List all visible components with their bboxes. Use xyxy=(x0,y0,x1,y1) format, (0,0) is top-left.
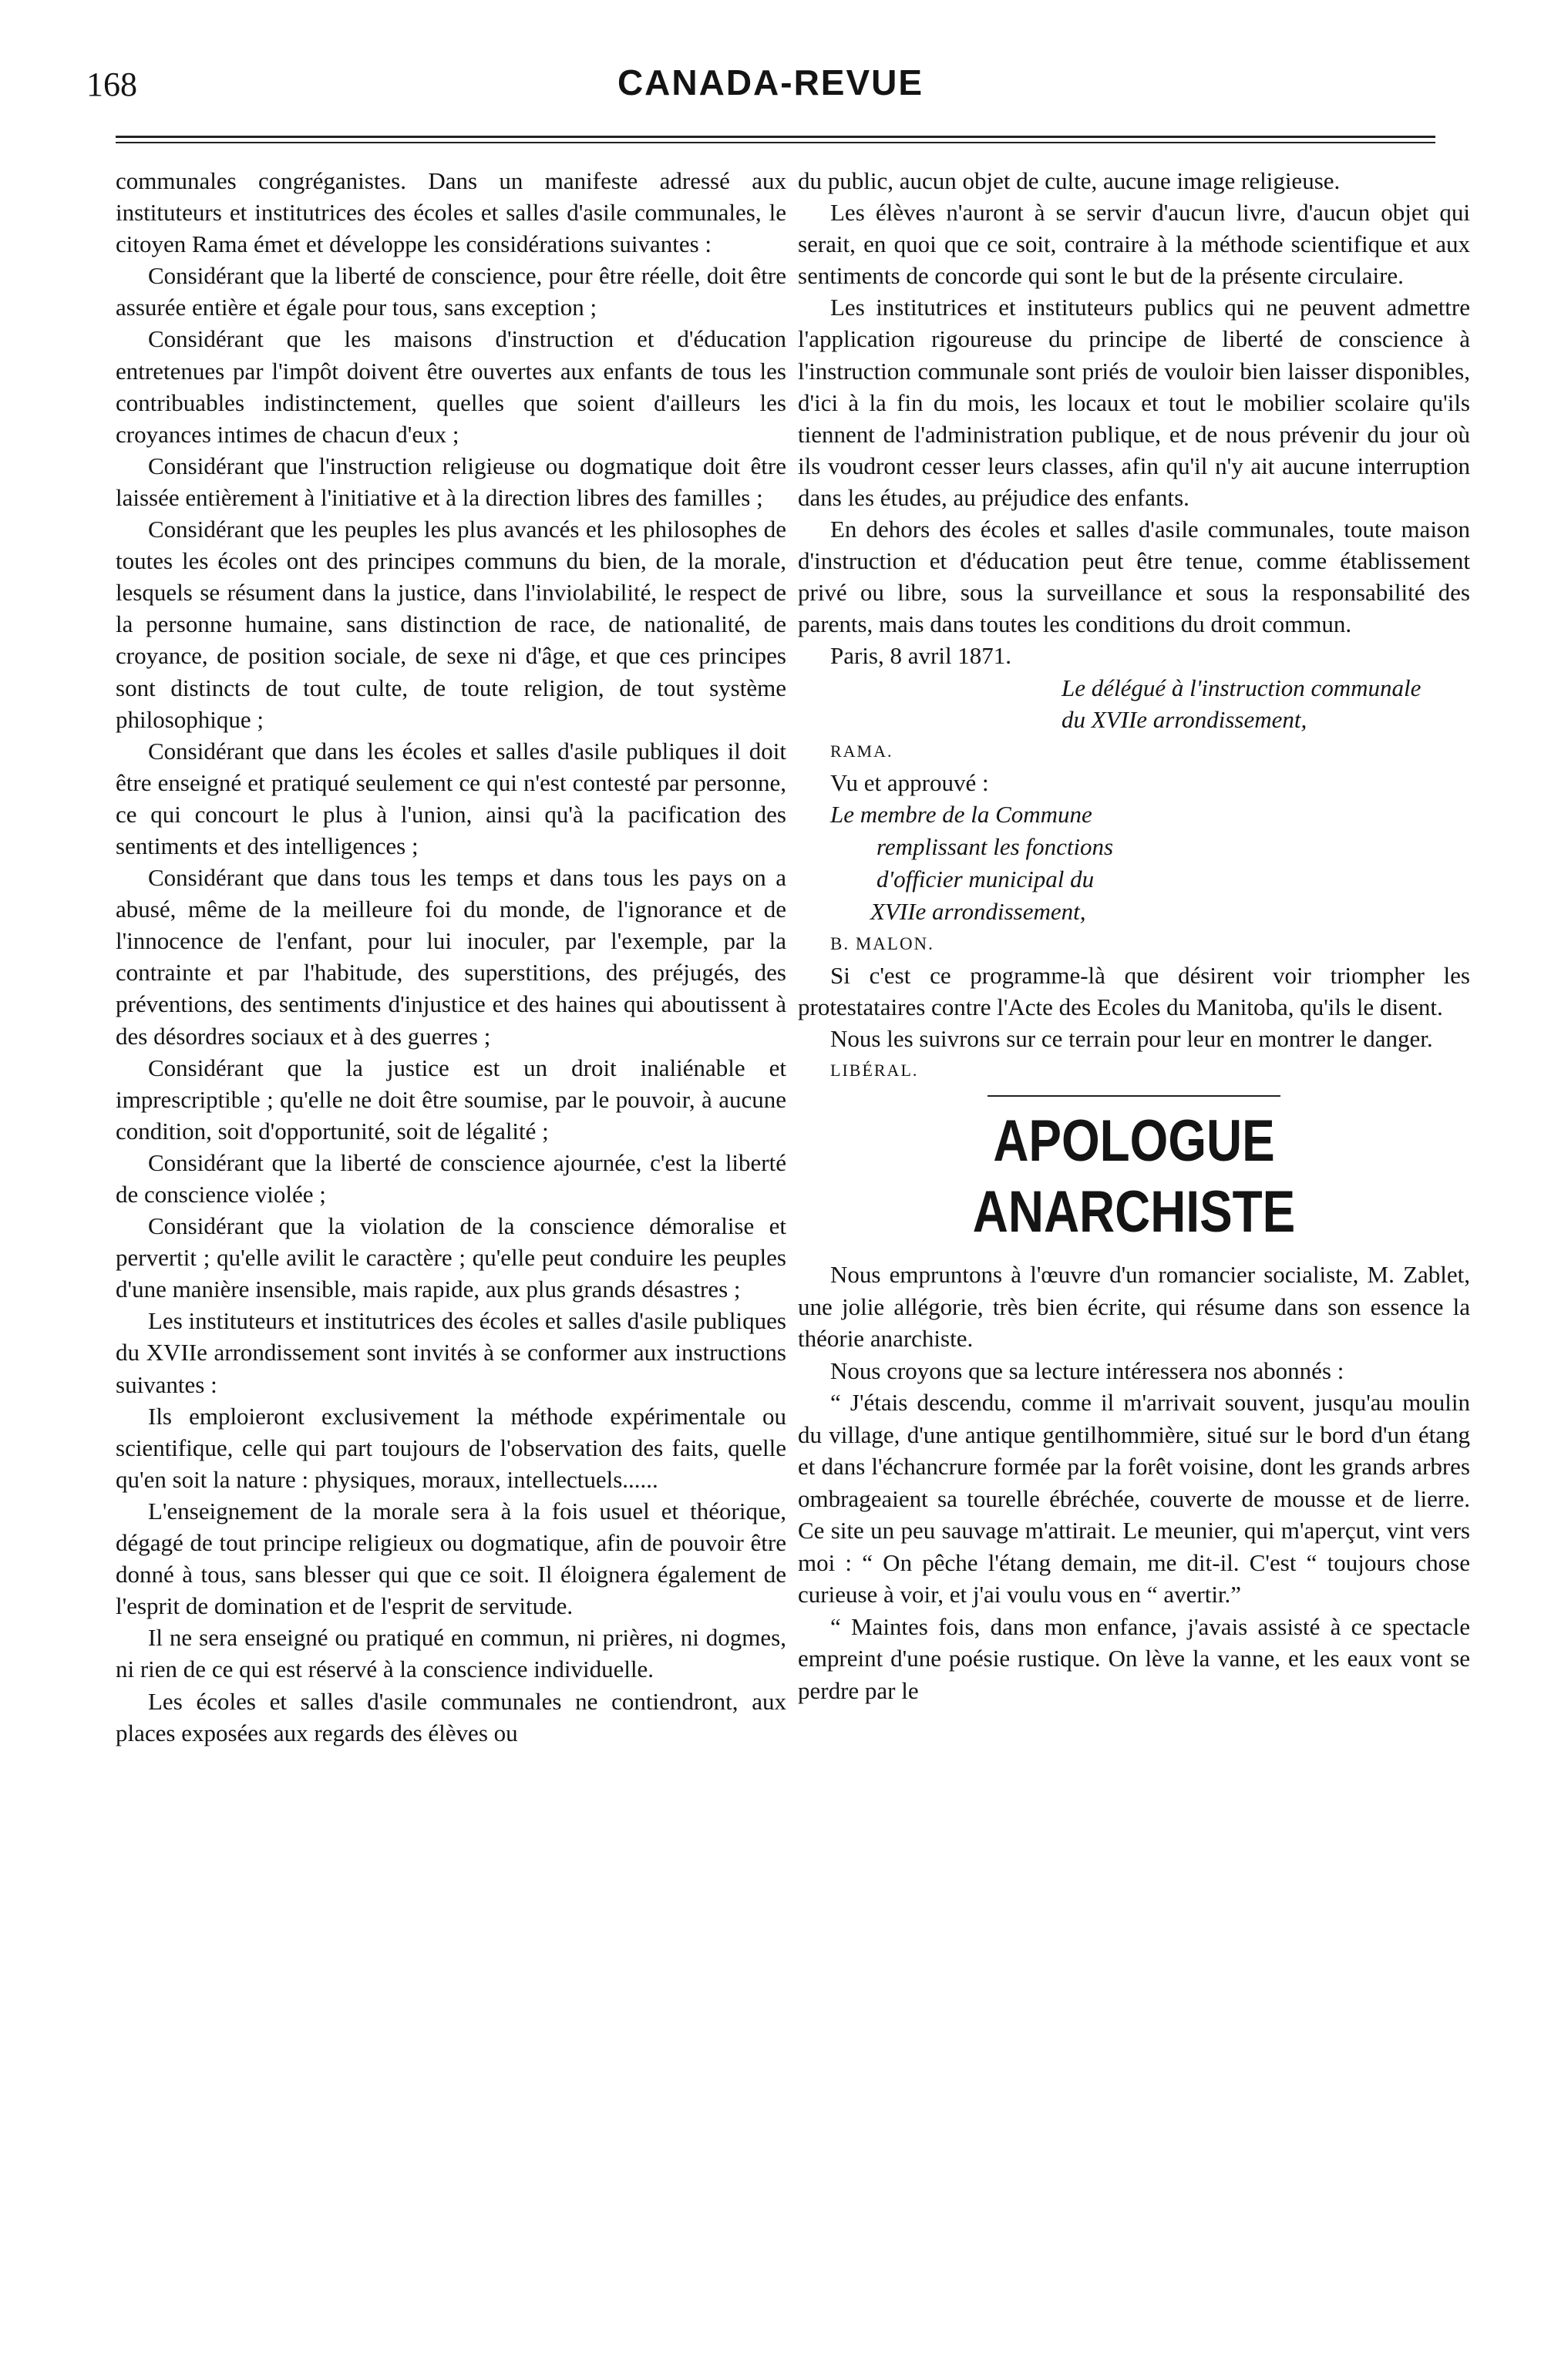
author-signature: LIBÉRAL. xyxy=(830,1061,919,1081)
paragraph: Ils emploieront exclusivement la méthode expérimentale ou scientifique, celle qui part toujours de l'observation des faits, quelle qu'en soit la nature : physiques, moraux, intellectuels...... xyxy=(116,1402,786,1493)
header-rule-thin xyxy=(116,142,1435,143)
approval-block xyxy=(798,798,1470,928)
right-column xyxy=(798,165,1470,1706)
page-number: 168 xyxy=(86,66,137,103)
article-title: APOLOGUE ANARCHISTE xyxy=(972,1108,1296,1245)
signature-name: RAMA. xyxy=(830,741,893,761)
paragraph: Si c'est ce programme-là que désirent voir triompher les protestataires contre l'Acte des Ecoles du Manitoba, qu'ils le disent. xyxy=(798,961,1470,1020)
paragraph: Considérant que dans les écoles et salles d'asile publiques il doit être enseigné et pratiqué seulement ce qui n'est contesté par personne, ce qui concourt le plus à l'union, ainsi qu'à la pacification des sentiments et des intelligences ; xyxy=(116,737,786,859)
approval-line-2: remplissant les fonctions xyxy=(876,832,1114,860)
paragraph: Considérant que la violation de la conscience démoralise et pervertit ; qu'elle avilit le caractère ; qu'elle peut conduire les peuples d'une manière insensible, mais rapide, aux plus grands désastres ; xyxy=(116,1212,786,1303)
paragraph: communales congréganistes. Dans un manifeste adressé aux instituteurs et institutrices des écoles et salles d'asile communales, le citoyen Rama émet et développe les considérations suivantes : xyxy=(116,167,786,258)
section-divider xyxy=(988,1095,1280,1097)
paragraph-continuation: du public, aucun objet de culte, aucune image religieuse. xyxy=(798,167,1341,194)
signature-title-line-1: Le délégué à l'instruction communale xyxy=(1062,674,1422,701)
paragraph: Nous croyons que sa lecture intéressera nos abonnés : xyxy=(830,1356,1344,1384)
paragraph: Il ne sera enseigné ou pratiqué en commun, ni prières, ni dogmes, ni rien de ce qui est réservé à la conscience individuelle. xyxy=(116,1624,786,1683)
paragraph: Considérant que la justice est un droit inaliénable et imprescriptible ; qu'elle ne doit être soumise, par le pouvoir, à aucune condition, soit d'opportunité, soit de légalité ; xyxy=(116,1054,786,1145)
paragraph: En dehors des écoles et salles d'asile communales, toute maison d'instruction et d'éducation peut être tenue, comme établissement privé ou libre, sous la surveillance et sous la responsabilité des parents, mais dans toutes les conditions du droit commun. xyxy=(798,516,1470,638)
paragraph: “ J'étais descendu, comme il m'arrivait souvent, jusqu'au moulin du village, d'une antique gentilhommière, situé sur le bord d'un étang et dans l'échancrure formée par la forêt voisine, dont les grands arbres ombrageaient sa tourelle ébréchée, couverte de mousse et de lierre. Ce site un peu sauvage m'attirait. Le meunier, qui m'aperçut, vint vers moi : “ On pêche l'étang demain, me dit-il. C'est “ toujours chose curieuse à voir, et j'ai voulu vous en “ avertir.” xyxy=(798,1389,1470,1609)
paragraph: Les institutrices et instituteurs publics qui ne peuvent admettre l'application rigoureuse du principe de liberté de conscience à l'instruction communale sont priés de vouloir bien laisser disponibles, d'ici à la fin du mois, les locaux et tout le mobilier scolaire qu'ils tiennent de l'administration publique, et de nous prévenir du jour où ils voudront cesser leurs classes, afin qu'il n'y ait aucune interruption dans les études, au préjudice des enfants. xyxy=(798,294,1470,511)
approval-line-3: d'officier municipal du xyxy=(876,865,1095,892)
paragraph: Considérant que l'instruction religieuse ou dogmatique doit être laissée entièrement à l'initiative et à la direction libres des familles ; xyxy=(116,452,786,511)
approver-name: B. MALON. xyxy=(830,933,934,953)
approved-label: Vu et approuvé : xyxy=(830,768,989,796)
paragraph: Nous empruntons à l'œuvre d'un romancier socialiste, M. Zablet, une jolie allégorie, très bien écrite, qui résume dans son essence la théorie anarchiste. xyxy=(798,1261,1470,1353)
signature-title-line-2: du XVIIe arrondissement, xyxy=(1062,705,1307,733)
paragraph: Considérant que la liberté de conscience ajournée, c'est la liberté de conscience violée ; xyxy=(116,1148,786,1208)
header-rule xyxy=(116,136,1435,138)
left-column xyxy=(116,165,786,1749)
paragraph: Nous les suivrons sur ce terrain pour leur en montrer le danger. xyxy=(830,1024,1433,1052)
paragraph: “ Maintes fois, dans mon enfance, j'avais assisté à ce spectacle empreint d'une poésie rustique. On lève la vanne, et les eaux vont se perdre par le xyxy=(798,1612,1470,1704)
paragraph: Les élèves n'auront à se servir d'aucun livre, d'aucun objet qui serait, en quoi que ce soit, contraire à la méthode scientifique et aux sentiments de concorde qui sont le but de la présente circulaire. xyxy=(798,199,1470,290)
approval-line-4: XVIIe arrondissement, xyxy=(870,897,1086,925)
paragraph: Les écoles et salles d'asile communales ne contiendront, aux places exposées aux regards des élèves ou xyxy=(116,1687,786,1746)
paragraph: Les instituteurs et institutrices des écoles et salles d'asile publiques du XVIIe arrondissement sont invités à se conformer aux instructions suivantes : xyxy=(116,1307,786,1398)
paragraph: Considérant que les maisons d'instruction et d'éducation entretenues par l'impôt doivent être ouvertes aux enfants de tous les contribuables indistinctement, quelles que soient d'ailleurs les croyances intimes de chacun d'eux ; xyxy=(116,325,786,448)
running-title: CANADA-REVUE xyxy=(617,62,924,103)
dateline: Paris, 8 avril 1871. xyxy=(830,642,1012,670)
paragraph: L'enseignement de la morale sera à la fois usuel et théorique, dégagé de tout principe religieux ou dogmatique, afin de pouvoir être donné à tous, sans blesser qui que ce soit. Il éloignera également de l'esprit de domination et de l'esprit de servitude. xyxy=(116,1497,786,1620)
paragraph: Considérant que la liberté de conscience, pour être réelle, doit être assurée entière et égale pour tous, sans exception ; xyxy=(116,262,786,321)
paragraph: Considérant que dans tous les temps et dans tous les pays on a abusé, même de la meilleure foi du monde, de l'ignorance et de l'innocence de l'enfant, pour lui inoculer, par l'exemple, par la contrainte et par l'habitude, des superstitions, des préjugés, des préventions, des sentiments d'injustice et des haines qui aboutissent à des désordres sociaux et à des guerres ; xyxy=(116,864,786,1050)
paragraph: Considérant que les peuples les plus avancés et les philosophes de toutes les écoles ont des principes communs du bien, de la morale, lesquels se résument dans la justice, dans l'inviolabilité, le respect de la personne humaine, sans distinction de race, de nationalité, de croyance, de position sociale, de sexe ni d'âge, et que ces principes sont distincts de tout culte, de toute religion, de tout système philosophique ; xyxy=(116,516,786,733)
approval-line-1: Le membre de la Commune xyxy=(830,800,1092,828)
